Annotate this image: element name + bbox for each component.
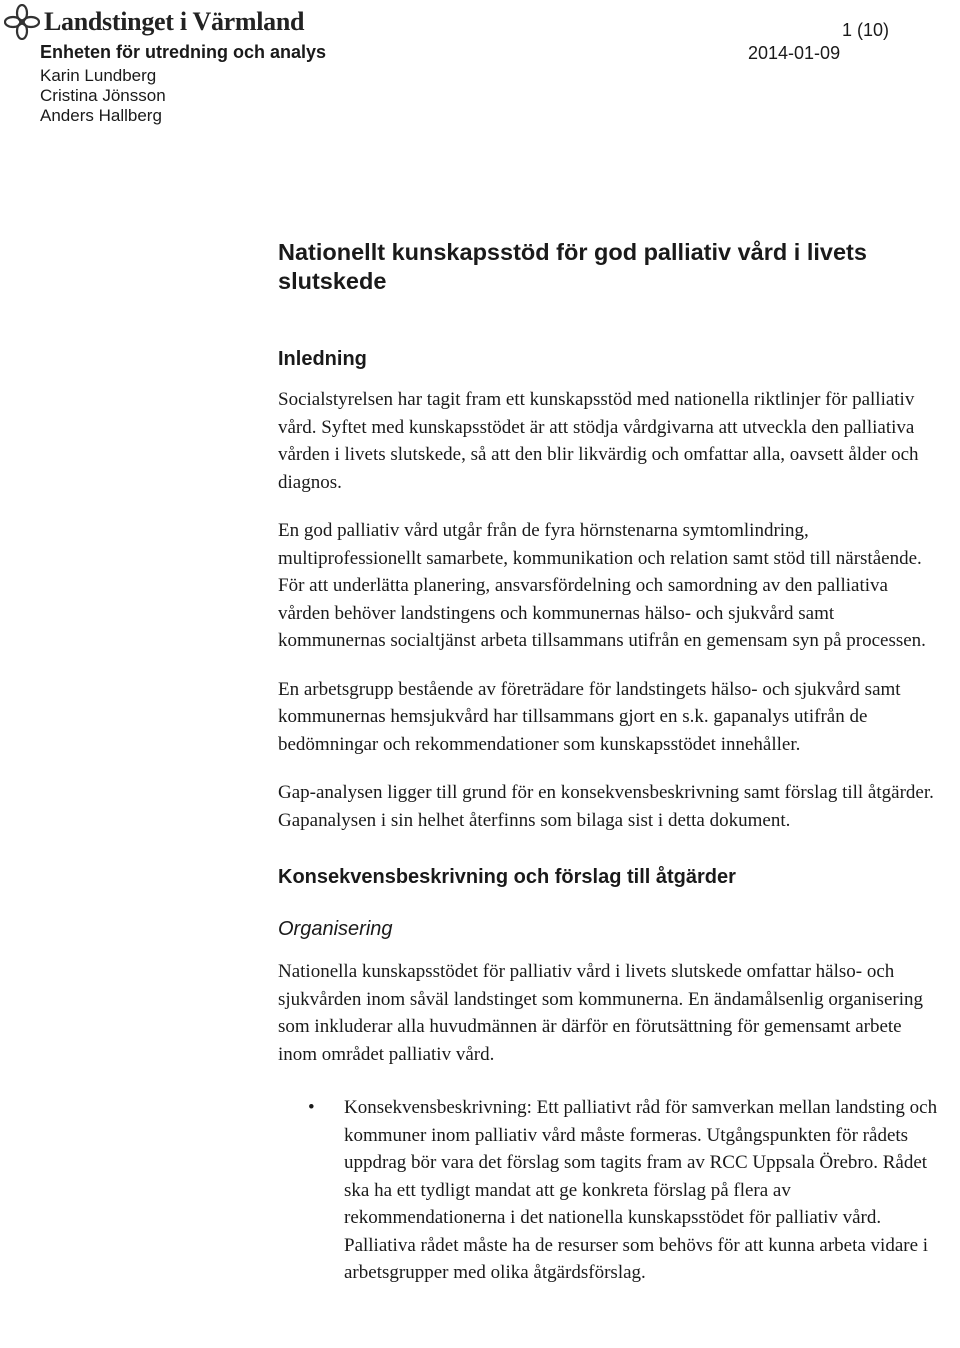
paragraph: Socialstyrelsen har tagit fram ett kunskapsstöd med nationella riktlinjer för palliativ vård. Syftet med kunskapsstödet är att stödja vårdgivarna att utveckla den palliativa vården i livets slutskede, så att den blir likvärdig och omfattar alla, oavsett ålder och diagnos.	[278, 389, 919, 493]
bullet-icon: •	[308, 1097, 315, 1118]
section-heading-konsekvens: Konsekvensbeskrivning och förslag till åtgärder	[278, 866, 736, 888]
document-date: 2014-01-09	[748, 43, 841, 63]
paragraph: Nationella kunskapsstödet för palliativ vård i livets slutskede omfattar hälso- och sjukvården inom såväl landstinget som kommunerna. En ändamålsenlig organisering som inkluderar alla huvudmännen är därför en förutsättning för gemensamt arbete inom området palliativ vård.	[278, 961, 923, 1065]
title-line: Nationellt kunskapsstöd för god palliativ vård i livets	[278, 239, 867, 265]
list-item	[278, 1094, 938, 1287]
flower-logo-icon	[4, 4, 40, 40]
list-item-text: Konsekvensbeskrivning: Ett palliativt råd för samverkan mellan landsting och kommuner inom palliativ vård måste formeras. Utgångspunkten för rådets uppdrag bör vara det förslag som tagits fram av RCC Uppsala Örebro. Rådet ska ha ett tydligt mandat att ge konkreta förslag på flera av rekommendationerna i det nationella kunskapsstödet för palliativ vård. Palliativa rådet måste ha de resurser som behövs för att kunna arbeta vidare i arbetsgrupper med olika åtgärdsförslag.	[344, 1097, 938, 1283]
paragraph: En god palliativ vård utgår från de fyra hörnstenarna symtomlindring, multiprofessionellt samarbete, kommunikation och relation samt stöd till närstående. För att underlätta planering, ansvarsfördelning och samordning av den palliativa vården behöver landstingens och kommunernas hälso- och sjukvård samt kommunernas socialtjänst arbeta tillsammans utifrån en gemensam syn på processen.	[278, 520, 926, 651]
page-number: 1 (10)	[842, 20, 890, 40]
paragraph: En arbetsgrupp bestående av företrädare för landstingets hälso- och sjukvård samt kommunernas hemsjukvård har tillsammans gjort en s.k. gapanalys utifrån de bedömningar och rekommendationer som kunskapsstödet innehåller.	[278, 678, 901, 755]
logo	[4, 4, 304, 40]
document-title	[278, 238, 938, 296]
logo-text: Landstinget i Värmland	[44, 7, 305, 36]
subheading-organisering: Organisering	[278, 918, 393, 940]
unit-name: Enheten för utredning och analys	[40, 42, 327, 62]
author-name: Cristina Jönsson	[40, 86, 166, 105]
document-body	[278, 238, 938, 1287]
author-name: Anders Hallberg	[40, 106, 162, 125]
title-line: slutskede	[278, 268, 387, 294]
paragraph: Gap-analysen ligger till grund för en konsekvensbeskrivning samt förslag till åtgärder. Gapanalysen i sin helhet återfinns som bilaga sist i detta dokument.	[278, 782, 934, 831]
section-heading-inledning: Inledning	[278, 348, 367, 370]
author-name: Karin Lundberg	[40, 66, 157, 85]
